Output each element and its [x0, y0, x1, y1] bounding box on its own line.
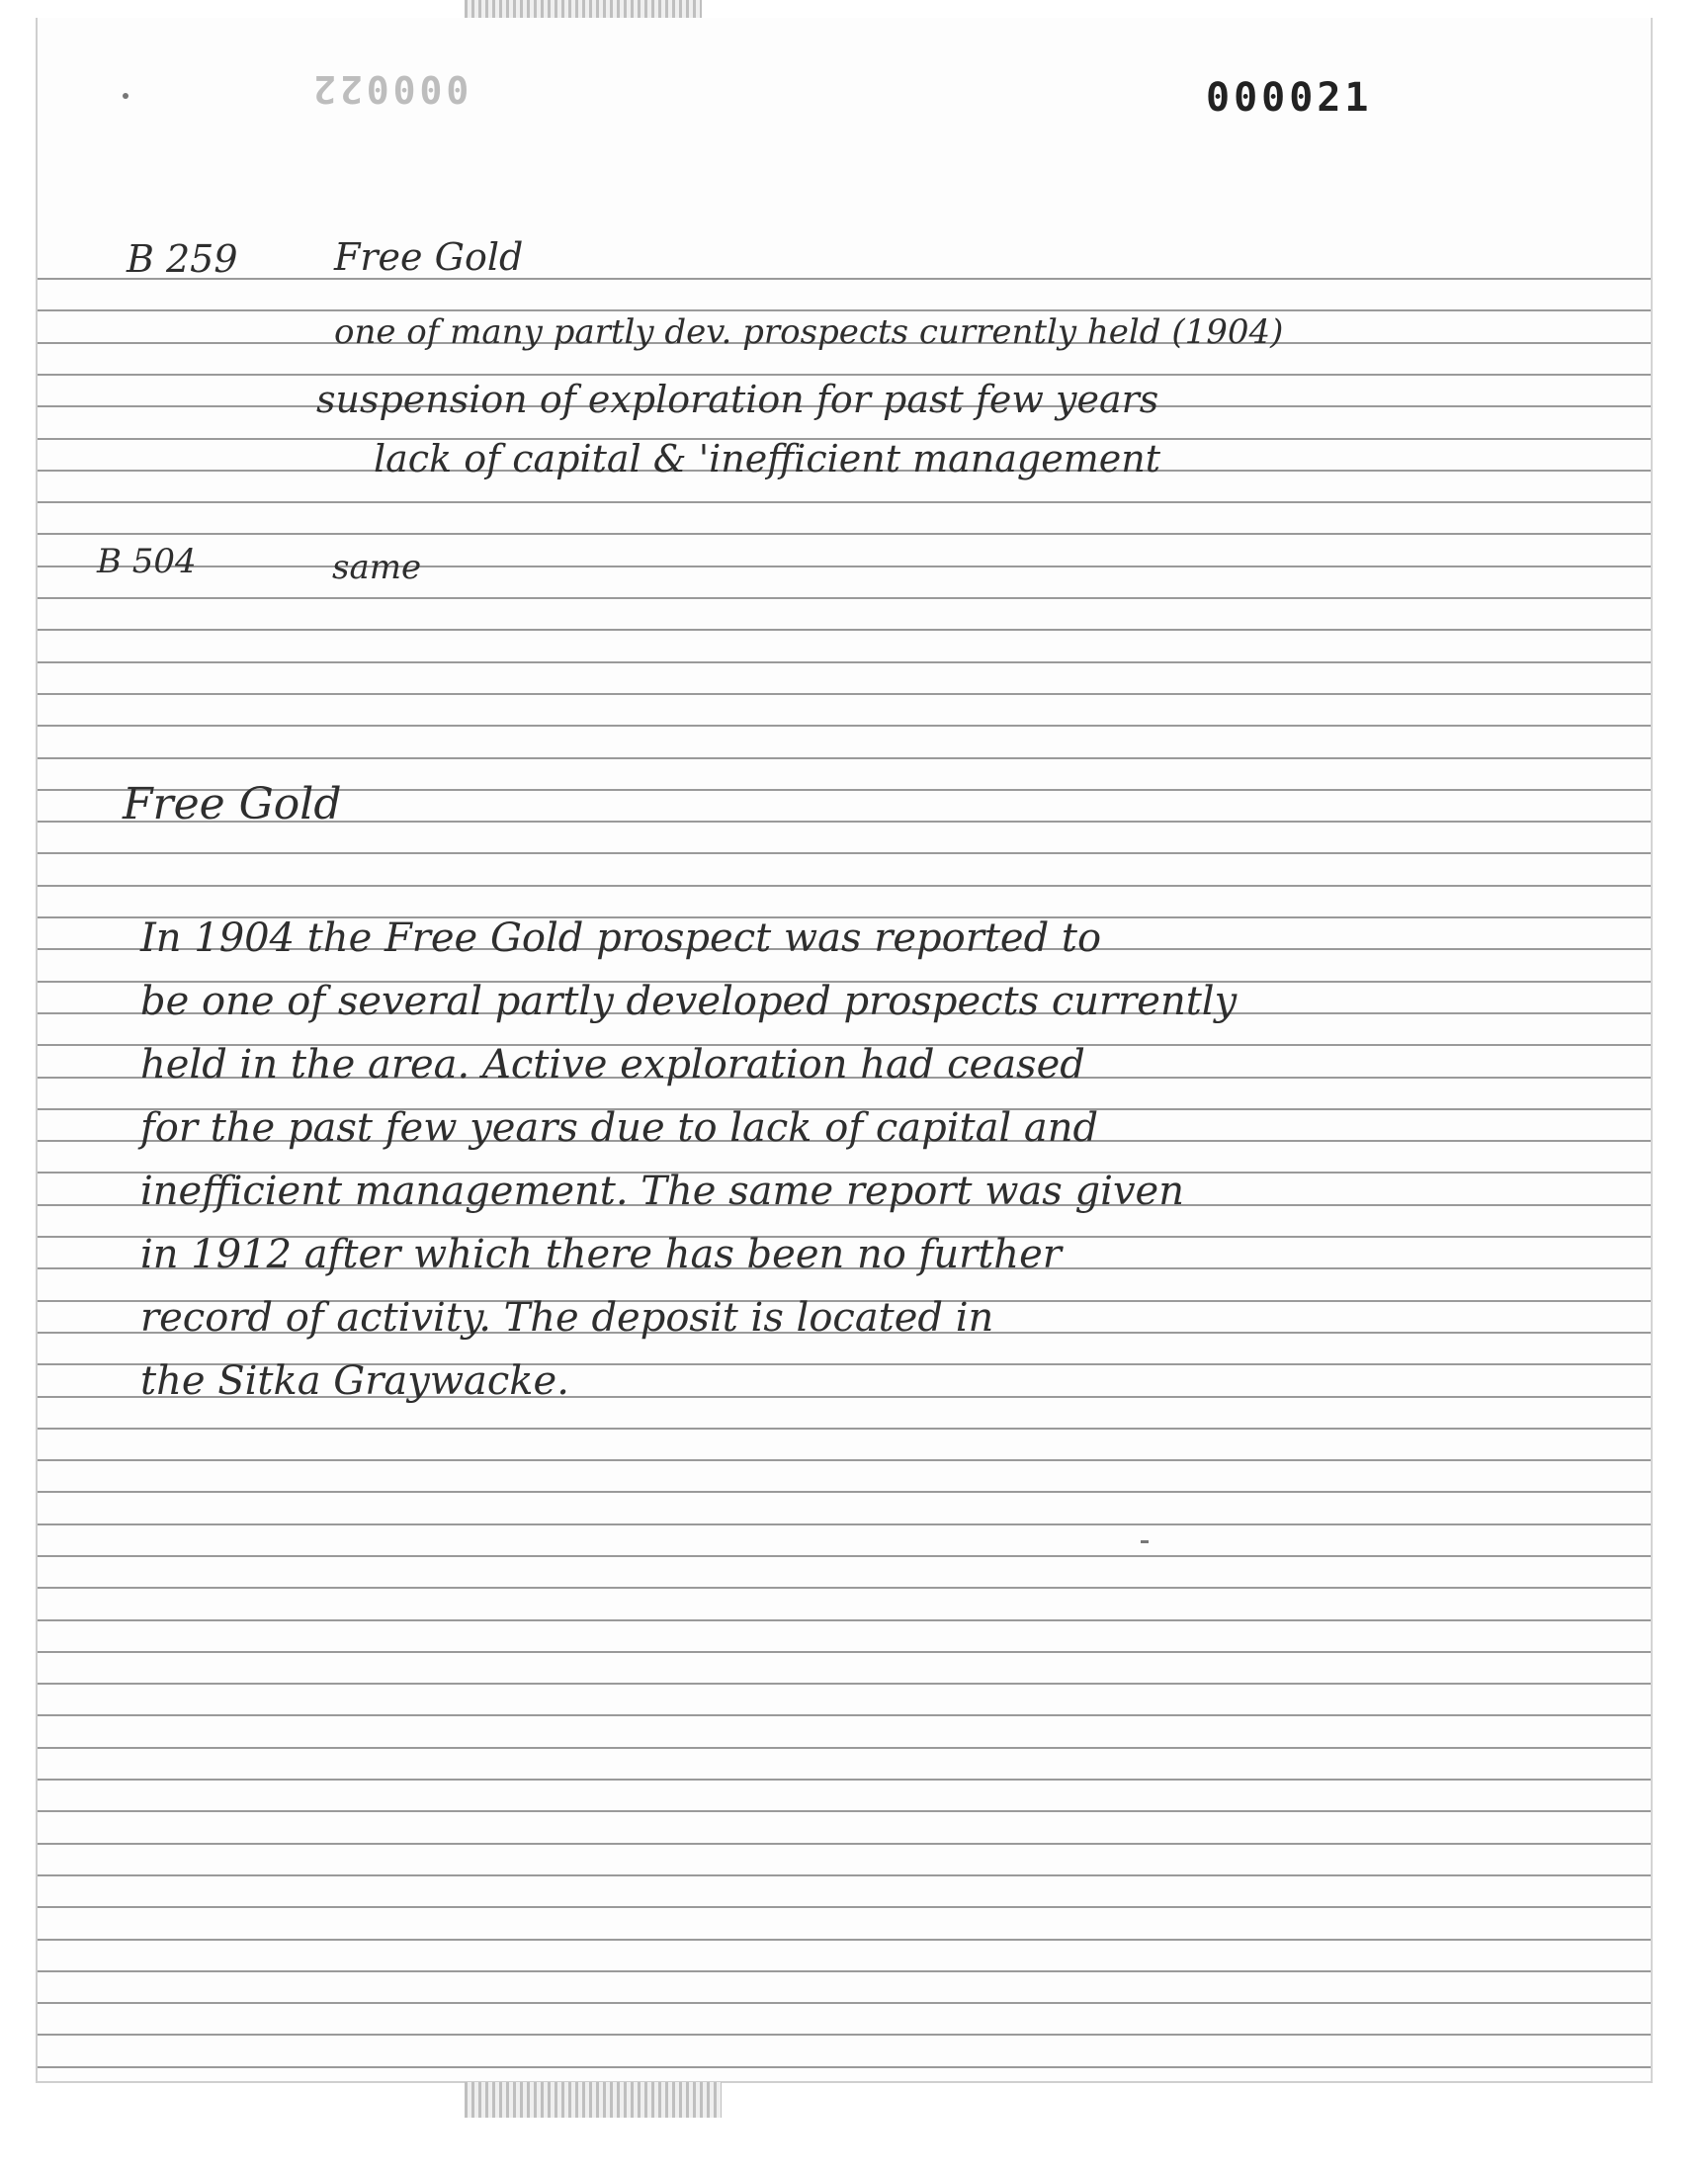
- ruled-line: [38, 1747, 1651, 1749]
- ruled-line: [38, 1587, 1651, 1589]
- entry-line: lack of capital & 'inefficient management: [374, 437, 1160, 480]
- narrative-line: for the past few years due to lack of capital and: [140, 1105, 1099, 1151]
- entry-ref: B 259: [127, 237, 238, 281]
- ruled-line: [38, 2002, 1651, 2004]
- narrative-line: In 1904 the Free Gold prospect was reported to: [140, 915, 1102, 961]
- ruled-line: [38, 1683, 1651, 1685]
- scan-binding-top: [465, 0, 702, 18]
- stray-mark: [1141, 1540, 1149, 1543]
- ruled-line: [38, 374, 1651, 376]
- mirrored-page-stamp: 000022: [309, 67, 470, 111]
- entry-line: same: [332, 548, 422, 587]
- ruled-line: [38, 309, 1651, 311]
- ruled-line: [38, 1810, 1651, 1812]
- ruled-line: [38, 2066, 1651, 2068]
- ruled-line: [38, 1523, 1651, 1525]
- narrative-line: the Sitka Graywacke.: [140, 1358, 569, 1404]
- entry-title: Free Gold: [334, 235, 524, 279]
- ruled-line: [38, 852, 1651, 854]
- ruled-line: [38, 1779, 1651, 1781]
- narrative-line: be one of several partly developed prospects currently: [140, 979, 1238, 1024]
- ruled-line: [38, 1619, 1651, 1621]
- ruled-line: [38, 885, 1651, 887]
- ruled-line: [38, 1555, 1651, 1557]
- ruled-line: [38, 1939, 1651, 1941]
- ruled-line: [38, 1874, 1651, 1876]
- ruled-line: [38, 1491, 1651, 1493]
- entry-line: suspension of exploration for past few years: [316, 378, 1159, 421]
- ruled-line: [38, 1906, 1651, 1908]
- narrative-line: record of activity. The deposit is located in: [140, 1295, 994, 1341]
- narrative-line: held in the area. Active exploration had ceased: [140, 1042, 1085, 1088]
- ruled-line: [38, 2034, 1651, 2036]
- ruled-line: [38, 1428, 1651, 1430]
- entry-ref: B 504: [97, 542, 197, 581]
- ruled-line: [38, 1970, 1651, 1972]
- ruled-line: [38, 693, 1651, 695]
- ruled-line: [38, 757, 1651, 759]
- ruled-line: [38, 1459, 1651, 1461]
- ruled-line: [38, 501, 1651, 503]
- ruled-line: [38, 566, 1651, 567]
- ruled-line: [38, 1651, 1651, 1653]
- ruled-line: [38, 1714, 1651, 1716]
- ruled-line: [38, 597, 1651, 599]
- narrative-line: in 1912 after which there has been no further: [140, 1232, 1062, 1277]
- ruled-line: [38, 1843, 1651, 1845]
- scan-binding-bottom: [465, 2082, 722, 2118]
- ruled-line: [38, 725, 1651, 727]
- entry-line: one of many partly dev. prospects currently held (1904): [334, 312, 1284, 352]
- margin-mark: [123, 93, 128, 99]
- narrative-title: Free Gold: [123, 779, 342, 829]
- narrative-line: inefficient management. The same report was given: [140, 1169, 1184, 1214]
- page-number-stamp: 000021: [1206, 75, 1373, 121]
- ruled-line: [38, 533, 1651, 535]
- ruled-line: [38, 661, 1651, 663]
- ruled-line: [38, 629, 1651, 631]
- ruled-line: [38, 278, 1651, 280]
- notebook-page: [36, 18, 1653, 2083]
